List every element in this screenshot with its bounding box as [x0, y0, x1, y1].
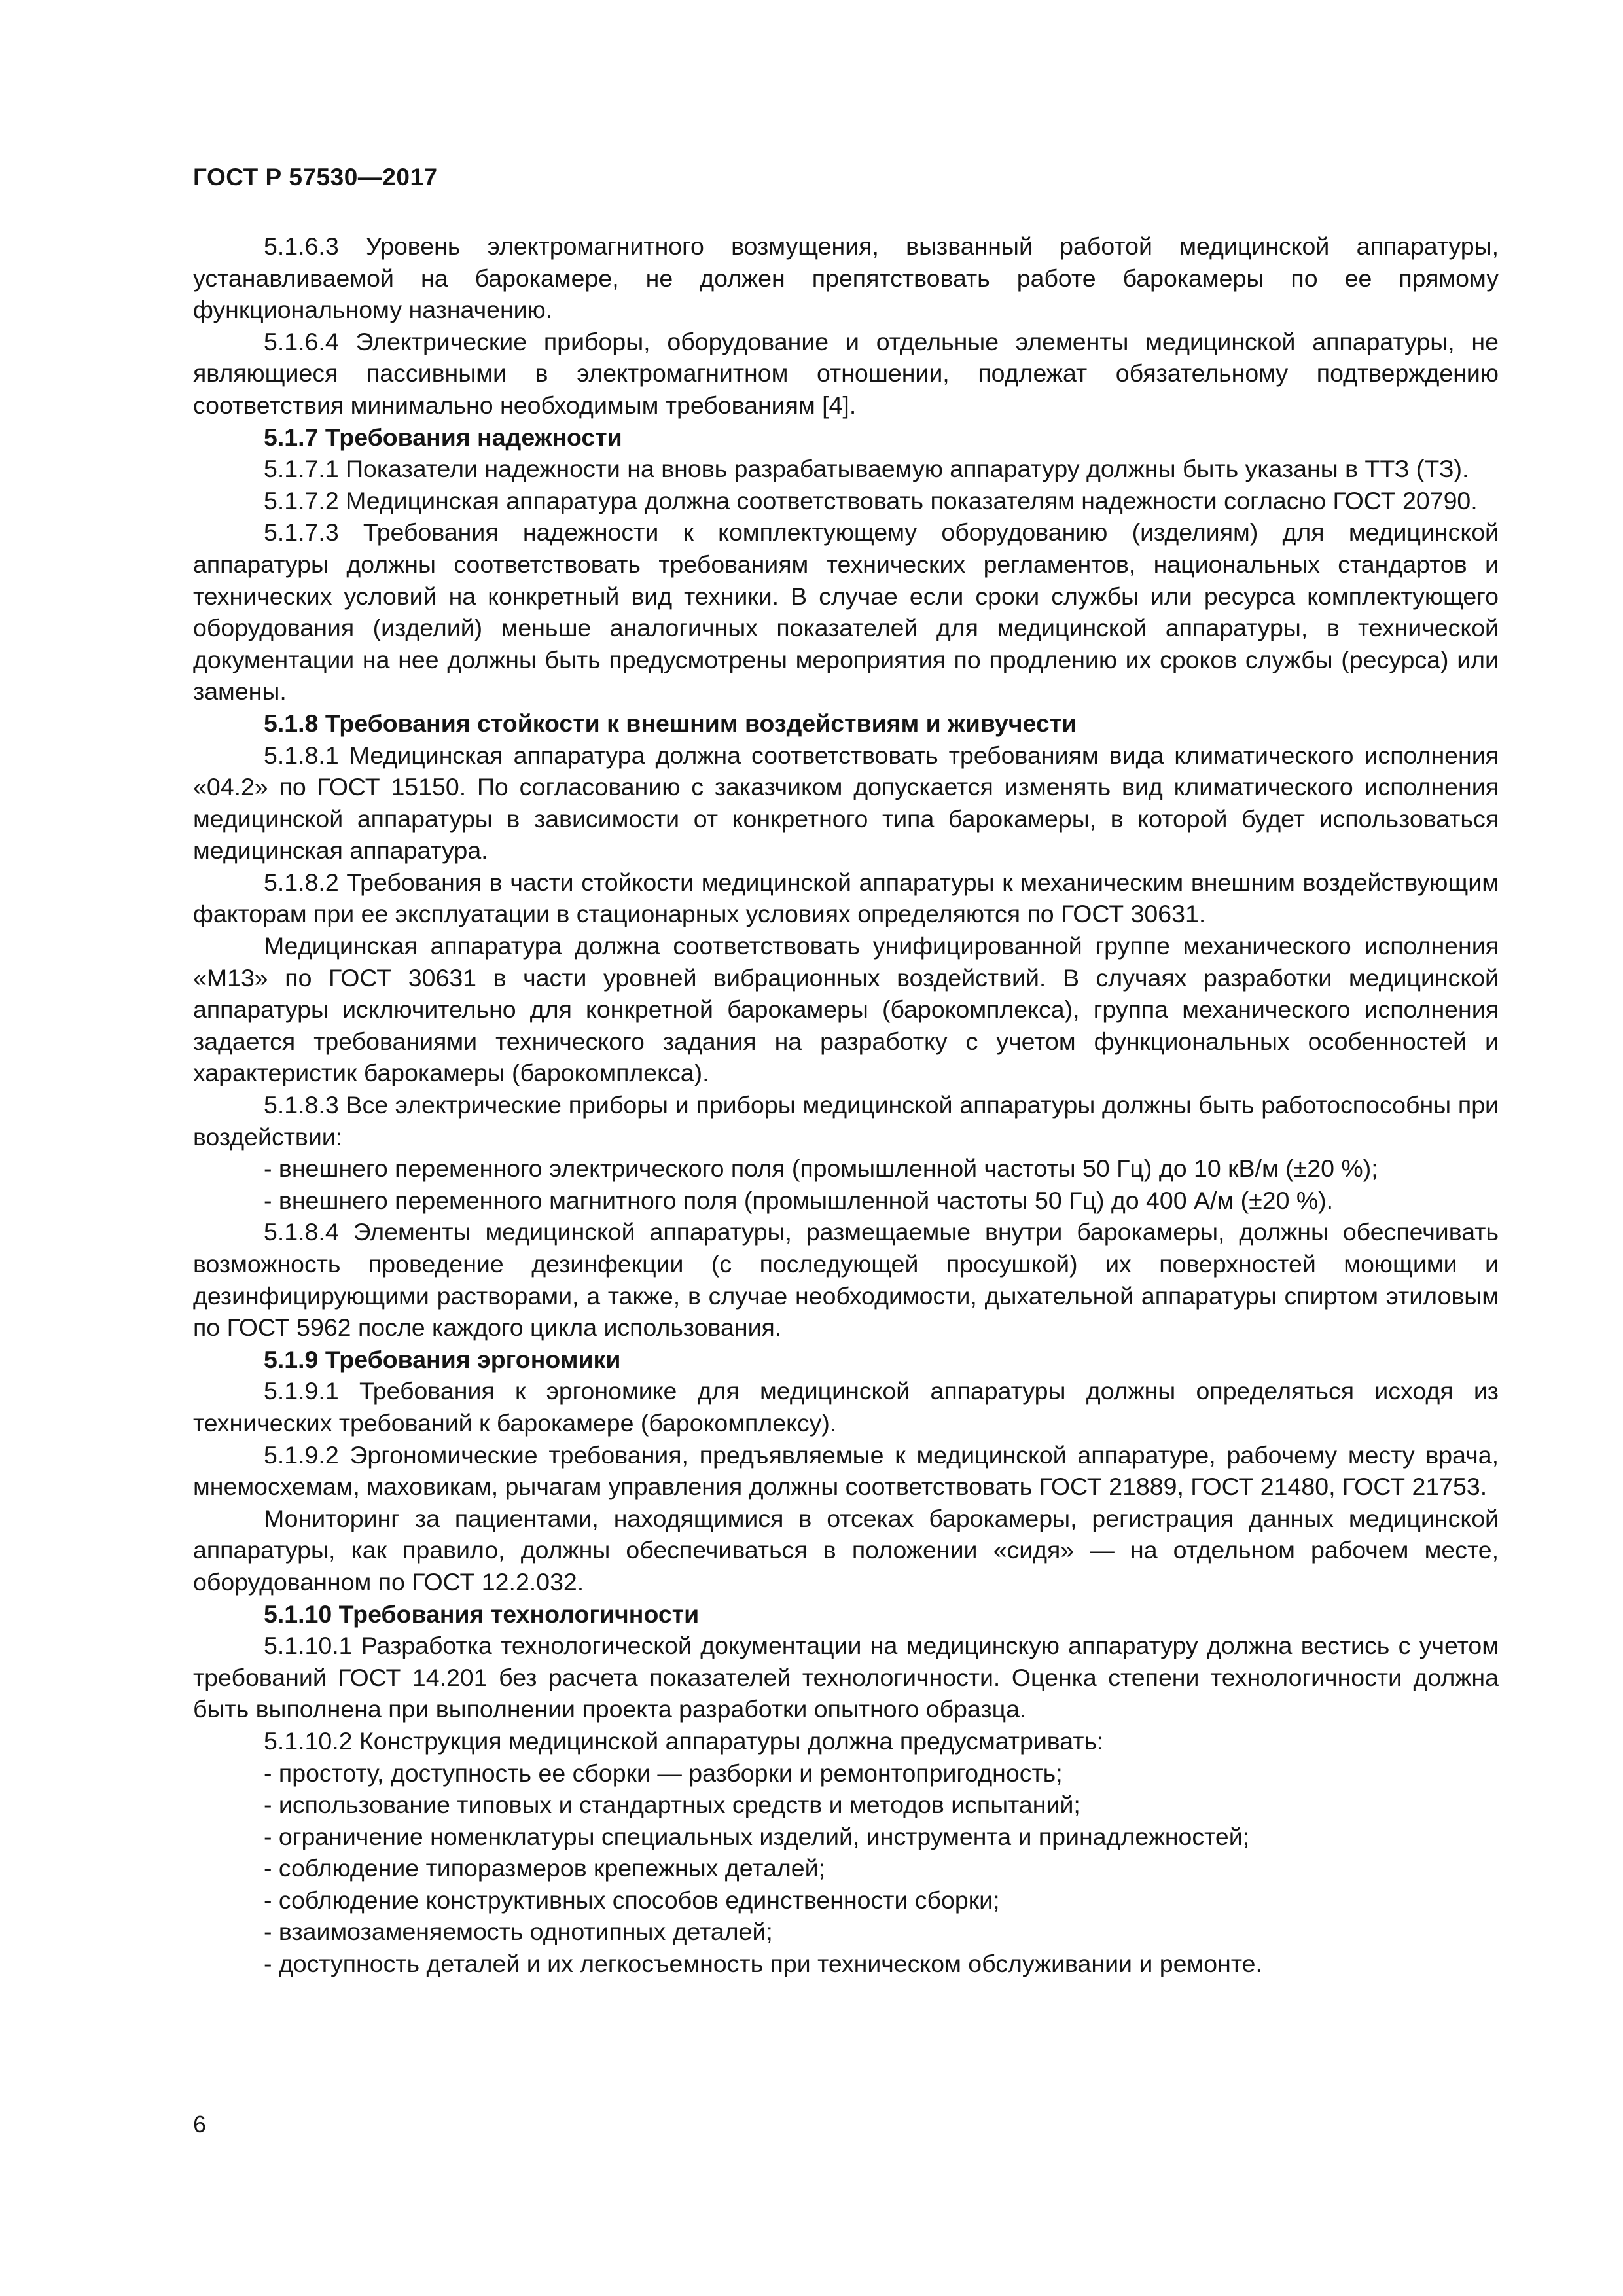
list-item-magnetic-field: - внешнего переменного магнитного поля (промышленной частоты 50 Гц) до 400 А/м (±20 %). [264, 1186, 1334, 1214]
section-heading-5-1-9: 5.1.9 Требования эргономики [264, 1345, 621, 1373]
paragraph-5-1-8-1: 5.1.8.1 Медицинская аппаратура должна соответствовать требованиям вида климатического исполнения «04.2» по ГОСТ 15150. По согласованию с заказчиком допускается изменять вид климатического исполнения медицинской аппаратуры в зависимости от конкретного типа барокамеры, в которой будет использоваться медицинская аппаратура. [193, 741, 1499, 865]
paragraph-5-1-7-3: 5.1.7.3 Требования надежности к комплектующему оборудованию (изделиям) для медицинской аппаратуры должны соответствовать требованиям технических регламентов, национальных стандартов и технических условий на конкретный вид техники. В случае если сроки службы или ресурса комплектующего оборудования (изделий) меньше аналогичных показателей для медицинской аппаратуры, в технической документации на нее должны быть предусмотрены мероприятия по продлению их сроков службы (ресурса) или замены. [193, 518, 1499, 706]
paragraph-5-1-10-1: 5.1.10.1 Разработка технологической документации на медицинскую аппаратуру должна вестись с учетом требований ГОСТ 14.201 без расчета показателей технологичности. Оценка степени технологичности должна быть выполнена при выполнении проекта разработки опытного образца. [193, 1632, 1499, 1723]
section-heading-5-1-8: 5.1.8 Требования стойкости к внешним воздействиям и живучести [264, 709, 1077, 737]
paragraph-5-1-8-3: 5.1.8.3 Все электрические приборы и приборы медицинской аппаратуры должны быть работоспособны при воздействии: [193, 1091, 1499, 1151]
list-item: - простоту, доступность ее сборки — разборки и ремонтопригодность; [264, 1759, 1063, 1787]
document-header-code: ГОСТ Р 57530—2017 [193, 164, 438, 190]
paragraph-5-1-9-1: 5.1.9.1 Требования к эргономике для медицинской аппаратуры должны определяться исходя из технических требований к барокамере (барокомплексу). [193, 1377, 1499, 1437]
paragraph-5-1-8-4: 5.1.8.4 Элементы медицинской аппаратуры, размещаемые внутри барокамеры, должны обеспечивать возможность проведение дезинфекции (с последующей просушкой) их поверхностей моющими и дезинфицирующими растворами, а также, в случае необходимости, дыхательной аппаратуры спиртом этиловым по ГОСТ 5962 после каждого цикла использования. [193, 1218, 1499, 1342]
paragraph-mechanical-group: Медицинская аппаратура должна соответствовать унифицированной группе механического исполнения «М13» по ГОСТ 30631 в части уровней вибрационных воздействий. В случаях разработки медицинской аппаратуры исключительно для конкретной барокамеры (барокомплекса), группа механического исполнения задается требованиями технического задания на разработку с учетом функциональных особенностей и характеристик барокамеры (барокомплекса). [193, 932, 1499, 1087]
document-body [193, 230, 1499, 1980]
paragraph-5-1-10-2: 5.1.10.2 Конструкция медицинской аппаратуры должна предусматривать: [264, 1727, 1104, 1755]
paragraph-monitoring: Мониторинг за пациентами, находящимися в отсеках барокамеры, регистрация данных медицинской аппаратуры, как правило, должны обеспечиваться в положении «сидя» — на отдельном рабочем месте, оборудованном по ГОСТ 12.2.032. [193, 1504, 1499, 1596]
paragraph-5-1-6-3: 5.1.6.3 Уровень электромагнитного возмущения, вызванный работой медицинской аппаратуры, устанавливаемой на барокамере, не должен препятствовать работе барокамеры по ее прямому функциональному назначению. [193, 232, 1499, 324]
list-item: - соблюдение типоразмеров крепежных деталей; [264, 1854, 826, 1882]
paragraph-5-1-7-1: 5.1.7.1 Показатели надежности на вновь разрабатываемую аппаратуру должны быть указаны в ТТЗ (ТЗ). [264, 455, 1469, 483]
list-item-electric-field: - внешнего переменного электрического поля (промышленной частоты 50 Гц) до 10 кВ/м (±20 %); [264, 1155, 1378, 1183]
paragraph-5-1-7-2: 5.1.7.2 Медицинская аппаратура должна соответствовать показателям надежности согласно ГОСТ 20790. [264, 486, 1478, 514]
list-item: - соблюдение конструктивных способов единственности сборки; [264, 1886, 1000, 1914]
page-number: 6 [193, 2111, 207, 2138]
paragraph-5-1-6-4: 5.1.6.4 Электрические приборы, оборудование и отдельные элементы медицинской аппаратуры, не являющиеся пассивными в электромагнитном отношении, подлежат обязательному подтверждению соответствия минимально необходимым требованиям [4]. [193, 327, 1499, 419]
list-item: - доступность деталей и их легкосъемность при техническом обслуживании и ремонте. [264, 1950, 1262, 1978]
paragraph-5-1-9-2: 5.1.9.2 Эргономические требования, предъявляемые к медицинской аппаратуре, рабочему месту врача, мнемосхемам, маховикам, рычагам управления должны соответствовать ГОСТ 21889, ГОСТ 21480, ГОСТ 21753. [193, 1441, 1499, 1501]
section-heading-5-1-10: 5.1.10 Требования технологичности [264, 1600, 700, 1628]
list-item: - использование типовых и стандартных средств и методов испытаний; [264, 1791, 1080, 1819]
list-item: - ограничение номенклатуры специальных изделий, инструмента и принадлежностей; [264, 1822, 1250, 1850]
list-item: - взаимозаменяемость однотипных деталей; [264, 1918, 773, 1946]
paragraph-5-1-8-2: 5.1.8.2 Требования в части стойкости медицинской аппаратуры к механическим внешним воздействующим факторам при ее эксплуатации в стационарных условиях определяются по ГОСТ 30631. [193, 868, 1499, 928]
section-heading-5-1-7: 5.1.7 Требования надежности [264, 423, 622, 451]
